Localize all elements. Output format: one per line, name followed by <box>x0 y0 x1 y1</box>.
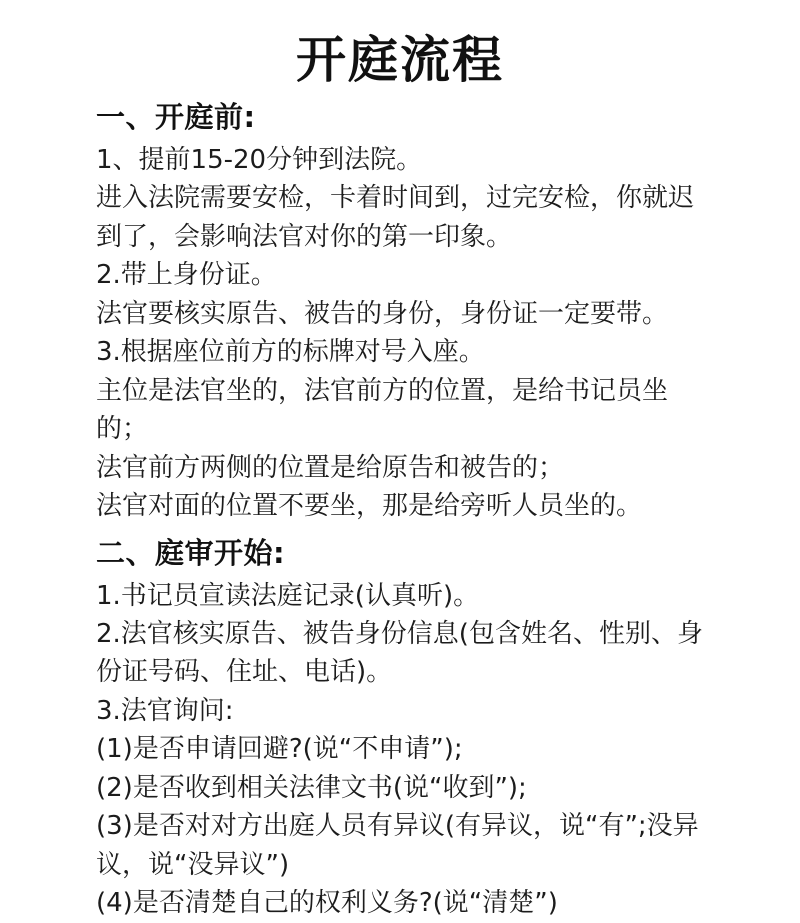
paragraph: (1)是否申请回避?(说“不申请”); <box>96 734 463 765</box>
document-body <box>0 96 800 923</box>
paragraph: 3.法官询问: <box>96 695 234 726</box>
paragraph: (2)是否收到相关法律文书(说“收到”); <box>96 772 527 803</box>
paragraph: 2.带上身份证。 <box>96 260 277 291</box>
section-heading-before-hearing: 一、开庭前: <box>96 100 256 134</box>
paragraph: (3)是否对对方出庭人员有异议(有异议，说“有”;没异议，说“没异议”) <box>96 811 699 880</box>
paragraph: 进入法院需要安检，卡着时间到，过完安检，你就迟到了，会影响法官对你的第一印象。 <box>96 183 695 252</box>
paragraph: (4)是否清楚自己的权利义务?(说“清楚”) <box>96 888 558 919</box>
section-heading-hearing-start: 二、庭审开始: <box>96 535 286 570</box>
paragraph: 法官要核实原告、被告的身份，身份证一定要带。 <box>96 298 669 329</box>
document-page <box>0 30 800 919</box>
paragraph: 1.书记员宣读法庭记录(认真听)。 <box>96 580 480 611</box>
paragraph: 主位是法官坐的，法官前方的位置，是给书记员坐的； <box>96 375 669 445</box>
page-title: 开庭流程 <box>296 31 504 89</box>
paragraph: 1、提前15-20分钟到法院。 <box>96 144 423 175</box>
paragraph: 法官前方两侧的位置是给原告和被告的； <box>96 452 565 483</box>
paragraph: 3.根据座位前方的标牌对号入座。 <box>96 337 485 368</box>
paragraph: 2.法官核实原告、被告身份信息(包含姓名、性别、身份证号码、住址、电话)。 <box>96 618 703 688</box>
paragraph: 法官对面的位置不要坐，那是给旁听人员坐的。 <box>96 491 643 522</box>
